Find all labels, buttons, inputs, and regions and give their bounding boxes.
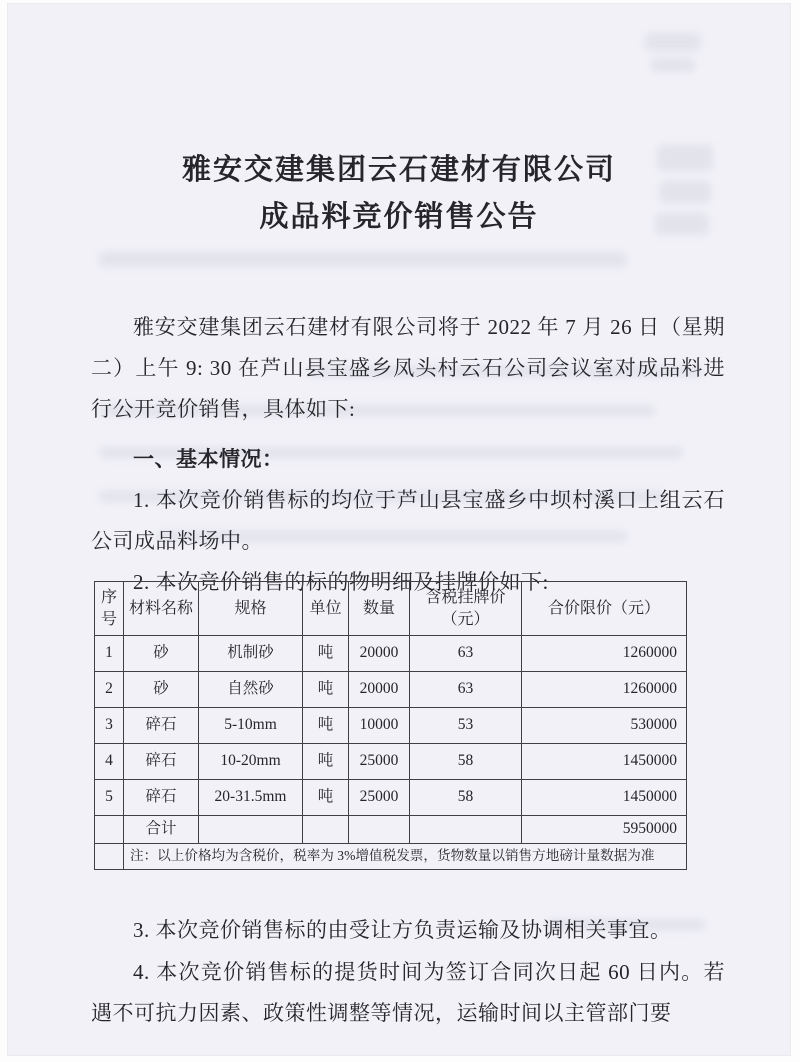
cell-seq: 1 xyxy=(95,636,124,672)
header-quantity: 数量 xyxy=(349,582,410,636)
cell-spec: 20-31.5mm xyxy=(199,780,303,816)
cell-unit: 吨 xyxy=(303,636,349,672)
intro-paragraph: 雅安交建集团云石建材有限公司将于 2022 年 7 月 26 日（星期二）上午 9: 30 在芦山县宝盛乡凤头村云石公司会议室对成品料进行公开竞价销售，具体如下: xyxy=(91,315,725,421)
cell-material: 碎石 xyxy=(124,744,199,780)
table-row xyxy=(95,780,687,816)
cell-empty xyxy=(349,816,410,844)
cell-unit-price: 63 xyxy=(410,636,522,672)
cell-seq: 4 xyxy=(95,744,124,780)
cell-empty xyxy=(95,844,124,870)
cell-total-limit: 1450000 xyxy=(522,780,687,816)
cell-quantity: 10000 xyxy=(349,708,410,744)
total-value: 5950000 xyxy=(522,816,687,844)
bleed-through-smudge xyxy=(651,58,695,72)
header-unit: 单位 xyxy=(303,582,349,636)
header-spec: 规格 xyxy=(199,582,303,636)
header-total-price-limit: 合价限价（元） xyxy=(522,582,687,636)
cell-material: 碎石 xyxy=(124,780,199,816)
table-row xyxy=(95,744,687,780)
cell-unit: 吨 xyxy=(303,708,349,744)
cell-unit-price: 63 xyxy=(410,672,522,708)
cell-material: 砂 xyxy=(124,636,199,672)
scanned-page xyxy=(7,3,791,1056)
cell-material: 碎石 xyxy=(124,708,199,744)
table-row xyxy=(95,708,687,744)
cell-unit-price: 58 xyxy=(410,744,522,780)
cell-spec: 机制砂 xyxy=(199,636,303,672)
cell-unit-price: 53 xyxy=(410,708,522,744)
table-total-row xyxy=(95,816,687,844)
cell-seq: 2 xyxy=(95,672,124,708)
cell-quantity: 20000 xyxy=(349,672,410,708)
cell-unit-price: 58 xyxy=(410,780,522,816)
cell-spec: 10-20mm xyxy=(199,744,303,780)
total-label: 合计 xyxy=(124,816,199,844)
cell-quantity: 25000 xyxy=(349,744,410,780)
cell-empty xyxy=(95,816,124,844)
bleed-through-smudge xyxy=(99,252,627,267)
bleed-through-smudge xyxy=(645,33,701,51)
cell-spec: 自然砂 xyxy=(199,672,303,708)
cell-unit: 吨 xyxy=(303,780,349,816)
header-material-name: 材料名称 xyxy=(124,582,199,636)
header-listed-price-incl-tax: 含税挂牌价 （元） xyxy=(410,582,522,636)
header-seq-no: 序号 xyxy=(95,582,124,636)
cell-total-limit: 530000 xyxy=(522,708,687,744)
table-note-row xyxy=(95,844,687,870)
cell-quantity: 25000 xyxy=(349,780,410,816)
cell-material: 砂 xyxy=(124,672,199,708)
cell-empty xyxy=(199,816,303,844)
goods-price-table xyxy=(94,581,687,870)
table-row xyxy=(95,672,687,708)
cell-quantity: 20000 xyxy=(349,636,410,672)
paragraph-item-1: 1. 本次竞价销售标的均位于芦山县宝盛乡中坝村溪口上组云石公司成品料场中。 xyxy=(91,488,725,553)
document-title-line1: 雅安交建集团云石建材有限公司 xyxy=(181,154,616,186)
paragraph-item-3: 3. 本次竞价销售标的由受让方负责运输及协调相关事宜。 xyxy=(133,918,672,942)
paragraph-item-2: 2. 本次竞价销售的标的物明细及挂牌价如下: xyxy=(133,570,549,594)
section-heading-basic-info: 一、基本情况： xyxy=(133,447,284,471)
cell-unit: 吨 xyxy=(303,744,349,780)
paragraph-item-4: 4. 本次竞价销售标的提货时间为签订合同次日起 60 日内。若遇不可抗力因素、政策性调整等情况，运输时间以主管部门要 xyxy=(91,960,725,1025)
table-header-row xyxy=(95,582,687,636)
cell-empty xyxy=(410,816,522,844)
cell-total-limit: 1450000 xyxy=(522,744,687,780)
cell-unit: 吨 xyxy=(303,672,349,708)
cell-total-limit: 1260000 xyxy=(522,636,687,672)
cell-spec: 5-10mm xyxy=(199,708,303,744)
cell-empty xyxy=(303,816,349,844)
cell-seq: 3 xyxy=(95,708,124,744)
cell-seq: 5 xyxy=(95,780,124,816)
table-row xyxy=(95,636,687,672)
document-title-line2: 成品料竞价销售公告 xyxy=(259,201,539,233)
cell-total-limit: 1260000 xyxy=(522,672,687,708)
table-note: 注：以上价格均为含税价，税率为 3%增值税发票，货物数量以销售方地磅计量数据为准 xyxy=(124,844,687,870)
